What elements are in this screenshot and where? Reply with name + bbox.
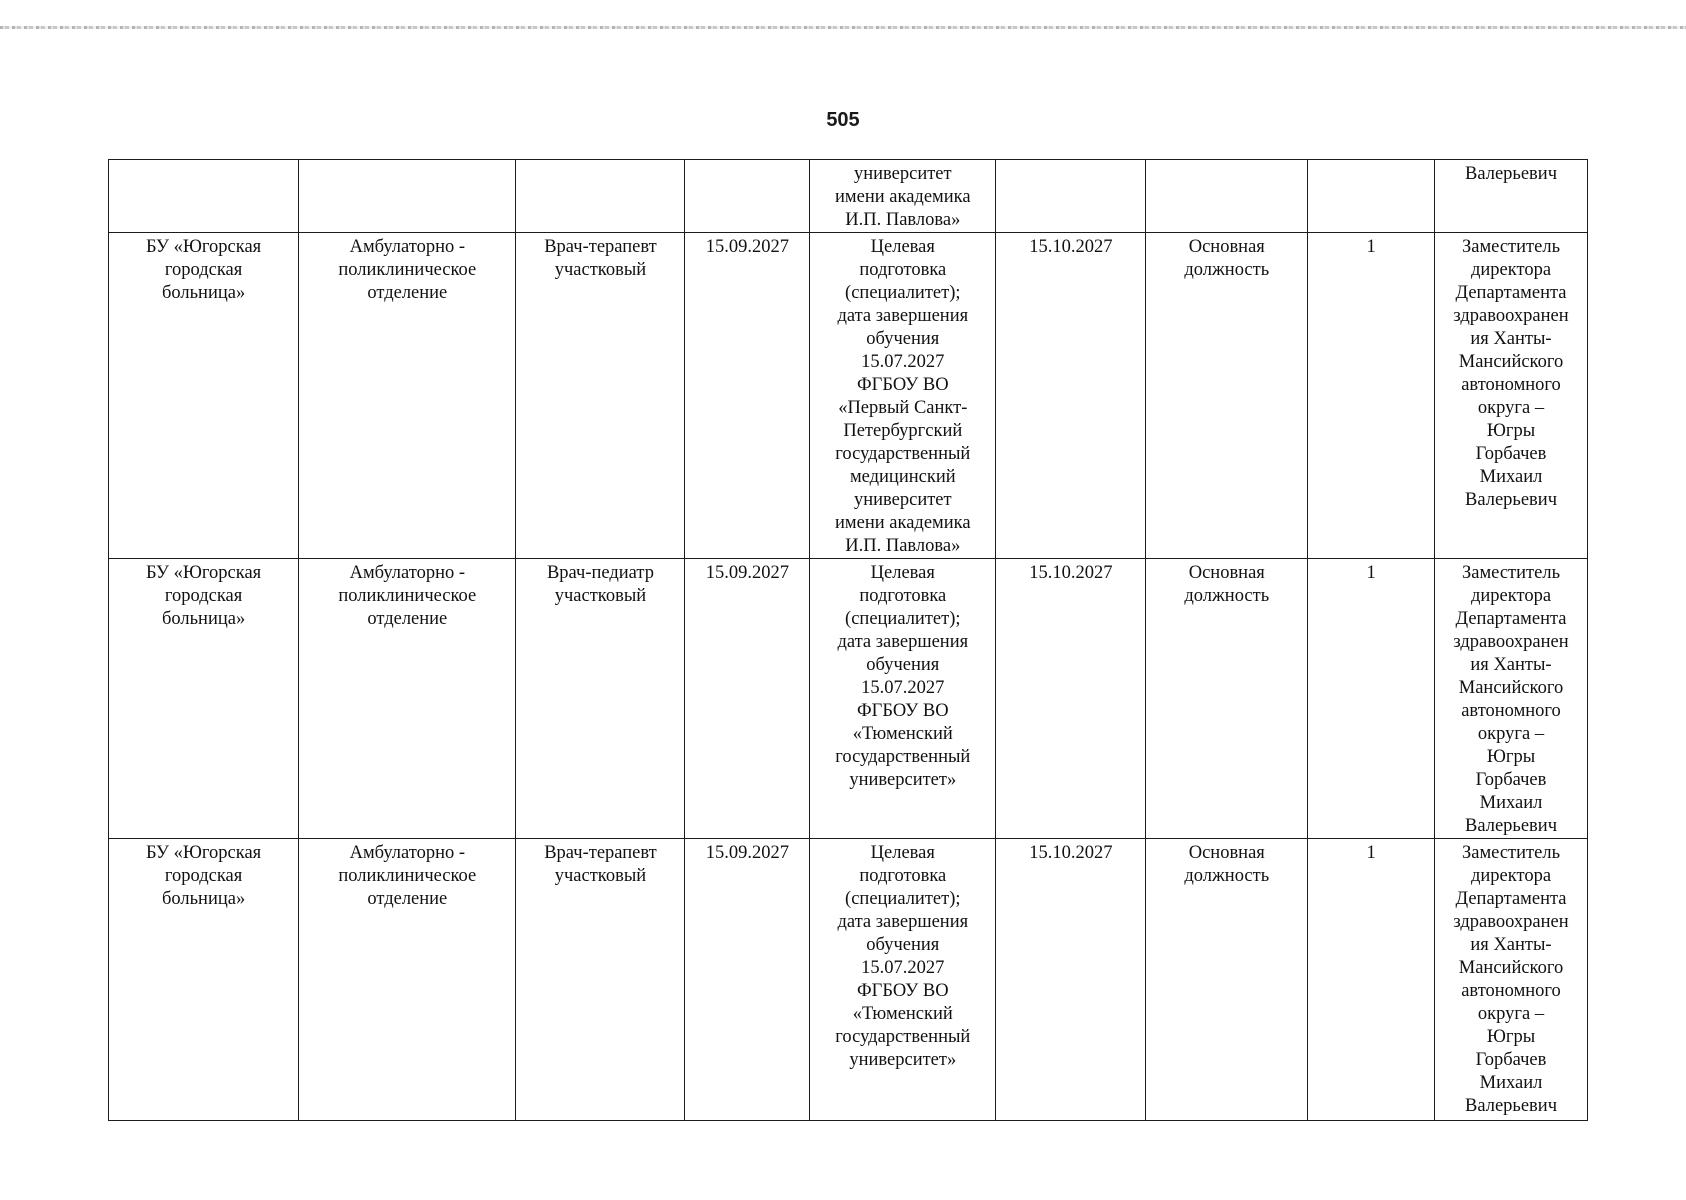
cell-position: [516, 160, 685, 233]
cell-department: Амбулаторно - поликлиническое отделение: [299, 559, 516, 839]
cell-date-from: 15.09.2027: [685, 233, 810, 559]
cell-training: Целевая подготовка (специалитет); дата завершения обучения 15.07.2027 ФГБОУ ВО «Тюменский государственный университет»: [810, 839, 996, 1121]
cell-count: 1: [1308, 839, 1435, 1121]
cell-date-from: 15.09.2027: [685, 559, 810, 839]
cell-training: университет имени академика И.П. Павлова»: [810, 160, 996, 233]
scan-edge-artifact: [0, 26, 1686, 29]
cell-contact: Заместитель директора Департамента здравоохранен ия Ханты- Мансийского автономного округа – Югры Горбачев Михаил Валерьевич: [1435, 559, 1588, 839]
cell-date-to: 15.10.2027: [996, 559, 1146, 839]
table-row: [109, 233, 1588, 559]
vacancy-table: [108, 159, 1588, 1121]
cell-date-to: 15.10.2027: [996, 233, 1146, 559]
cell-department: [299, 160, 516, 233]
cell-date-from: [685, 160, 810, 233]
table-row: [109, 559, 1588, 839]
cell-post-type: [1146, 160, 1308, 233]
cell-post-type: Основная должность: [1146, 559, 1308, 839]
cell-post-type: Основная должность: [1146, 839, 1308, 1121]
cell-contact: Заместитель директора Департамента здравоохранен ия Ханты- Мансийского автономного округа – Югры Горбачев Михаил Валерьевич: [1435, 839, 1588, 1121]
cell-post-type: Основная должность: [1146, 233, 1308, 559]
cell-contact: Заместитель директора Департамента здравоохранен ия Ханты- Мансийского автономного округа – Югры Горбачев Михаил Валерьевич: [1435, 233, 1588, 559]
cell-position: Врач-педиатр участковый: [516, 559, 685, 839]
cell-count: 1: [1308, 233, 1435, 559]
cell-department: Амбулаторно - поликлиническое отделение: [299, 839, 516, 1121]
cell-contact: Валерьевич: [1435, 160, 1588, 233]
cell-date-from: 15.09.2027: [685, 839, 810, 1121]
table-row-continuation: [109, 160, 1588, 233]
page-number: 505: [826, 109, 860, 131]
cell-training: Целевая подготовка (специалитет); дата завершения обучения 15.07.2027 ФГБОУ ВО «Первый Санкт- Петербургский государственный медицинский университет имени академика И.П. Павлова»: [810, 233, 996, 559]
cell-position: Врач-терапевт участковый: [516, 839, 685, 1121]
table-row: [109, 839, 1588, 1121]
cell-count: [1308, 160, 1435, 233]
cell-organization: [109, 160, 299, 233]
cell-organization: БУ «Югорская городская больница»: [109, 559, 299, 839]
cell-training: Целевая подготовка (специалитет); дата завершения обучения 15.07.2027 ФГБОУ ВО «Тюменский государственный университет»: [810, 559, 996, 839]
cell-position: Врач-терапевт участковый: [516, 233, 685, 559]
cell-date-to: 15.10.2027: [996, 839, 1146, 1121]
cell-department: Амбулаторно - поликлиническое отделение: [299, 233, 516, 559]
cell-organization: БУ «Югорская городская больница»: [109, 839, 299, 1121]
cell-count: 1: [1308, 559, 1435, 839]
cell-date-to: [996, 160, 1146, 233]
cell-organization: БУ «Югорская городская больница»: [109, 233, 299, 559]
